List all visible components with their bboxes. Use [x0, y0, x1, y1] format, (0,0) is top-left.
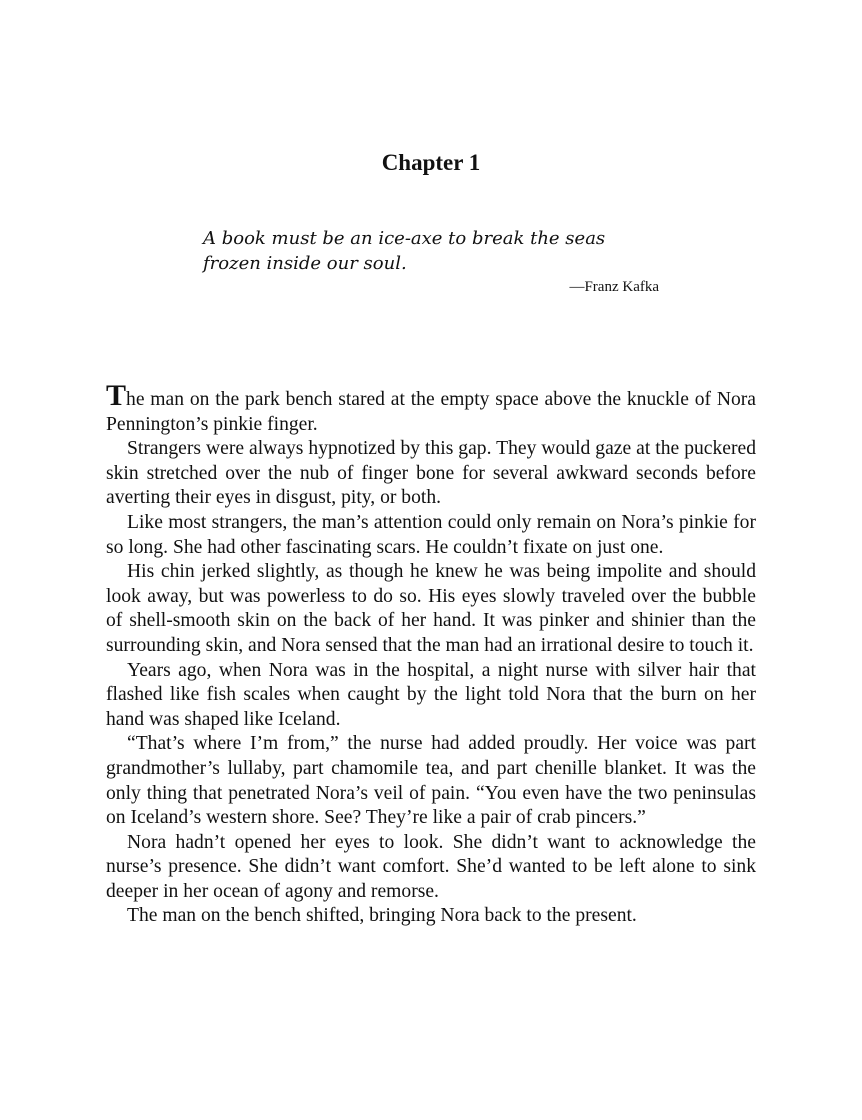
epigraph-quote: A book must be an ice-axe to break the seas frozen inside our soul. [203, 228, 606, 274]
chapter-title: Chapter 1 [381, 150, 481, 175]
paragraph: “That’s where I’m from,” the nurse had added proudly. Her voice was part grandmother’s lullaby, part chamomile tea, and part chenille blanket. It was the only thing that penetrated Nora’s veil of pain. “You even have the two peninsulas on Iceland’s western shore. See? They’re like a pair of crab pincers.” [106, 733, 756, 829]
epigraph [203, 226, 659, 296]
paragraph: The man on the bench shifted, bringing Nora back to the present. [127, 905, 637, 927]
opening-letter: T [106, 379, 127, 412]
paragraph: Years ago, when Nora was in the hospital, a night nurse with silver hair that flashed like fish scales when caught by the light told Nora that the burn on her hand was shaped like Iceland. [106, 659, 756, 730]
paragraph: Strangers were always hypnotized by this gap. They would gaze at the puckered skin stretched over the nub of finger bone for several awkward seconds before averting their eyes in disgust, pity, or both. [106, 438, 756, 509]
paragraph: Nora hadn’t opened her eyes to look. She didn’t want to acknowledge the nurse’s presence. She didn’t want comfort. She’d wanted to be left alone to sink deeper in her ocean of agony and remorse. [106, 831, 756, 902]
chapter-body [106, 379, 756, 929]
paragraph-text: he man on the park bench stared at the empty space above the knuckle of Nora Pennington’s pinkie finger. [106, 389, 756, 435]
epigraph-attribution: —Franz Kafka [569, 279, 659, 295]
paragraph [106, 379, 756, 437]
paragraph: His chin jerked slightly, as though he knew he was being impolite and should look away, but was powerless to do so. His eyes slowly traveled over the bubble of shell-smooth skin on the back of her hand. It was pinker and shinier than the surrounding skin, and Nora sensed that the man had an irrational desire to touch it. [106, 561, 756, 656]
paragraph: Like most strangers, the man’s attention could only remain on Nora’s pinkie for so long. She had other fascinating scars. He couldn’t fixate on just one. [106, 511, 756, 558]
